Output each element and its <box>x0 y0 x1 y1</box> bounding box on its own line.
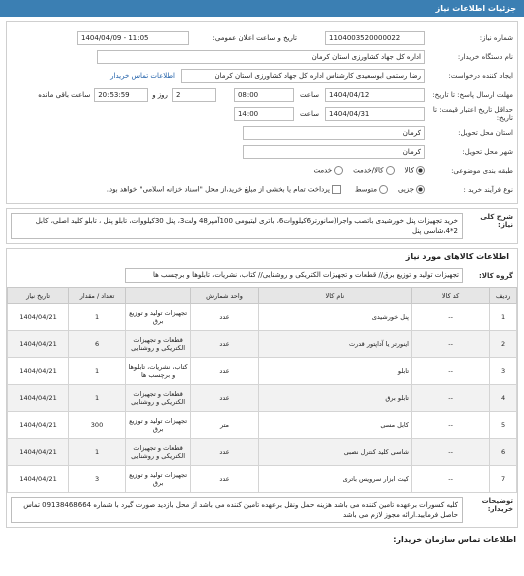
goods-group-label: گروه کالا: <box>478 271 513 280</box>
goods-panel <box>6 248 518 528</box>
city-field: کرمان <box>243 145 425 159</box>
col-qty: تعداد / مقدار <box>69 288 126 304</box>
treasury-payment-checkbox[interactable]: پرداخت تمام یا بخشی از مبلغ خرید،از محل "اسناد خزانه اسلامی" خواهد بود. <box>107 185 341 194</box>
summary-label: شرح کلی نیاز: <box>480 213 513 229</box>
goods-group-field: تجهیزات تولید و توزیع برق// قطعات و تجهیزات الکتریکی و روشنایی// کتاب، نشریات، تابلوها و برچسب ها <box>125 268 463 283</box>
category-radio-goods[interactable]: کالا <box>405 166 425 175</box>
deadline-time-field: 08:00 <box>234 88 294 102</box>
category-radio-service[interactable]: خدمت <box>313 166 343 175</box>
buyer-notes-text: کلیه کسورات برعهده تامین کننده می باشد هزینه حمل ونقل برعهده تامین کننده می باشد از محل بازدید صورت گیرد با شماره 09138468664 تماس حاصل فرمایید.ارائه مجوز لازم می باشد <box>11 497 463 523</box>
table-row: 7 -- کیت ابزار سرویس باتری عدد تجهیزات تولید و توزیع برق 3 1404/04/21 <box>8 466 517 493</box>
checkbox-icon <box>332 185 341 194</box>
goods-table <box>7 287 517 493</box>
col-index: ردیف <box>490 288 517 304</box>
remaining-label: ساعت باقی مانده <box>38 90 91 99</box>
table-row: 1 -- پنل خورشیدی عدد تجهیزات تولید و توزیع برق 1 1404/04/21 <box>8 304 517 331</box>
col-name: نام کالا <box>258 288 411 304</box>
purchase-radio-medium[interactable]: متوسط <box>355 185 388 194</box>
radio-icon <box>334 166 343 175</box>
table-row: 4 -- تابلو برق عدد قطعات و تجهیزات الکتریکی و روشنایی 1 1404/04/21 <box>8 385 517 412</box>
need-summary-panel <box>6 208 518 244</box>
radio-checked-icon <box>416 166 425 175</box>
need-number-label: شماره نیاز: <box>479 33 513 42</box>
table-row: 3 -- تابلو عدد کتاب، نشریات، تابلوها و برچسب ها 1 1404/04/21 <box>8 358 517 385</box>
table-row: 5 -- کابل مسی متر تجهیزات تولید و توزیع برق 300 1404/04/21 <box>8 412 517 439</box>
category-label: طبقه بندی موضوعی: <box>451 166 513 175</box>
city-label: شهر محل تحویل: <box>462 147 513 156</box>
buyer-notes-label: توضیحات خریدار: <box>481 497 513 513</box>
validity-time-label: ساعت <box>299 109 319 118</box>
table-row: 2 -- اینورتر یا آداپتور قدرت عدد قطعات و تجهیزات الکتریکی و روشنایی 6 1404/04/21 <box>8 331 517 358</box>
radio-icon <box>379 185 388 194</box>
col-unit: واحد شمارش <box>191 288 259 304</box>
day-count-field: 2 <box>172 88 216 102</box>
buyer-field: اداره کل جهاد کشاورزی استان کرمان <box>97 50 425 64</box>
day-label: روز و <box>152 90 168 99</box>
deadline-label: مهلت ارسال پاسخ: تا تاریخ: <box>432 90 513 99</box>
creator-field: رضا رستمی ابوسعیدی کارشناس اداره کل جهاد کشاورزی استان کرمان <box>181 69 425 83</box>
table-row: 6 -- شاسی کلید کنترل نصبی عدد قطعات و تجهیزات الکتریکی و روشنایی 1 1404/04/21 <box>8 439 517 466</box>
purchase-radio-minor[interactable]: جزیی <box>398 185 425 194</box>
remaining-time-field: 20:53:59 <box>94 88 148 102</box>
announce-label: تاریخ و ساعت اعلان عمومی: <box>212 33 297 42</box>
purchase-type-label: نوع فرآیند خرید : <box>463 185 513 194</box>
buyer-contact-link[interactable]: اطلاعات تماس خریدار <box>110 71 175 80</box>
category-radio-goods-service[interactable]: کالا/خدمت <box>353 166 394 175</box>
validity-label: حداقل تاریخ اعتبار قیمت: تا تاریخ: <box>432 105 513 122</box>
creator-label: ایجاد کننده درخواست: <box>448 71 513 80</box>
col-group <box>125 288 190 304</box>
deadline-date-field: 1404/04/12 <box>325 88 425 102</box>
col-code: کد کالا <box>412 288 490 304</box>
deadline-time-label: ساعت <box>299 90 319 99</box>
summary-text: خرید تجهیزات پنل خورشیدی باتصب واجرا(سانورتر6کیلووات6، باتری لیتیومی 100آمپر48 ولت3، پنل 30کیلووات، تابلو پنل ، تابلو کلید اصلی، کابل 2*4،شاسی پنل <box>11 213 463 239</box>
need-number-field: 1104003520000022 <box>325 31 425 45</box>
province-label: استان محل تحویل: <box>458 128 513 137</box>
radio-checked-icon <box>416 185 425 194</box>
validity-date-field: 1404/04/31 <box>325 107 425 121</box>
col-date: تاریخ نیاز <box>8 288 69 304</box>
validity-time-field: 14:00 <box>234 107 294 121</box>
goods-section-title: اطلاعات کالاهای مورد نیاز <box>405 252 509 261</box>
need-details-panel <box>6 21 518 204</box>
buyer-label: نام دستگاه خریدار: <box>457 52 513 61</box>
announce-field: 1404/04/09 - 11:05 <box>77 31 189 45</box>
province-field: کرمان <box>243 126 425 140</box>
page-title: جزئیات اطلاعات نیاز <box>0 0 524 17</box>
radio-icon <box>386 166 395 175</box>
buyer-contact-title: اطلاعات تماس سازمان خریدار: <box>393 535 516 544</box>
